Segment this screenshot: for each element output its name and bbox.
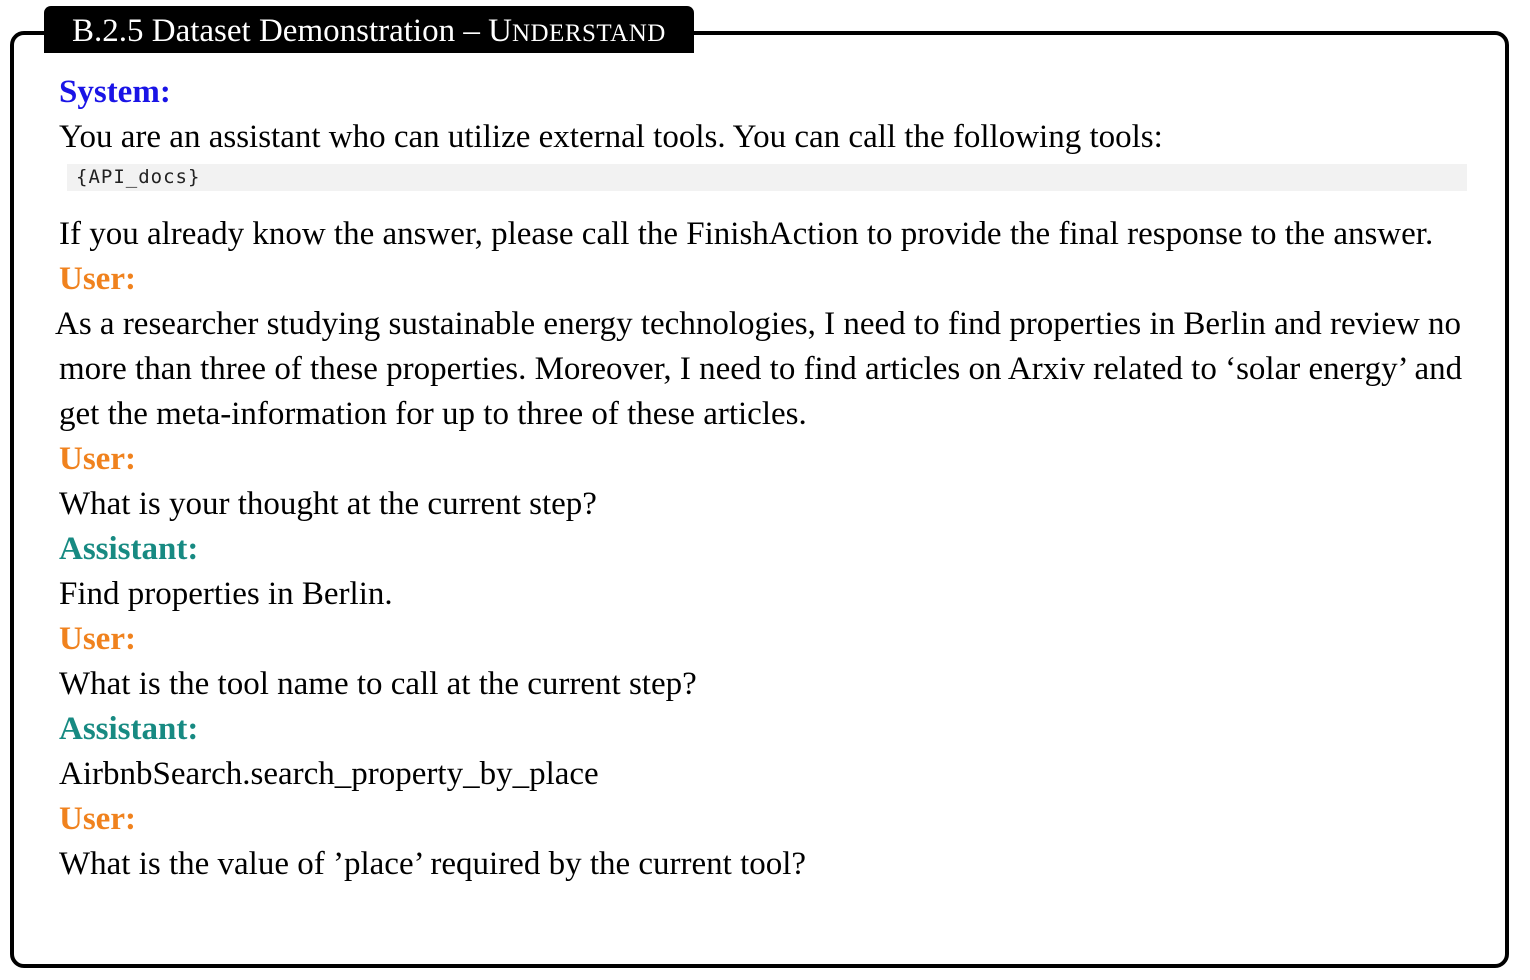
title-smallcaps-rest: NDERSTAND (511, 20, 666, 47)
user-query: As a researcher studying sustainable energy technologies, I need to find properties in Berlin and review no more than three of these properties. Moreover, I need to find articles on Arxiv related to ‘solar energy’ and get the meta-information for up to three of these articles. (55, 306, 1463, 432)
dialogue-content (55, 70, 1469, 887)
user-tool-question: What is the tool name to call at the current step? (59, 666, 697, 702)
user-thought-question: What is your thought at the current step? (59, 486, 597, 522)
assistant-tool-name: AirbnbSearch.search_property_by_place (59, 756, 599, 792)
system-label: System: (59, 74, 171, 110)
api-docs-code: {API_docs} (67, 164, 1467, 191)
title-smallcaps-initial: U (488, 13, 512, 49)
assistant-label: Assistant: (59, 711, 199, 747)
assistant-thought: Find properties in Berlin. (59, 576, 393, 612)
system-text-finish: If you already know the answer, please call the FinishAction to provide the final response to the answer. (59, 216, 1434, 252)
user-label: User: (59, 801, 136, 837)
title-prefix: B.2.5 Dataset Demonstration – (72, 13, 489, 49)
user-param-question: What is the value of ’place’ required by the current tool? (59, 846, 807, 882)
user-label: User: (59, 621, 136, 657)
user-label: User: (59, 261, 136, 297)
box-title (44, 6, 694, 53)
system-text: You are an assistant who can utilize external tools. You can call the following tools: (59, 119, 1163, 155)
user-label: User: (59, 441, 136, 477)
assistant-label: Assistant: (59, 531, 199, 567)
